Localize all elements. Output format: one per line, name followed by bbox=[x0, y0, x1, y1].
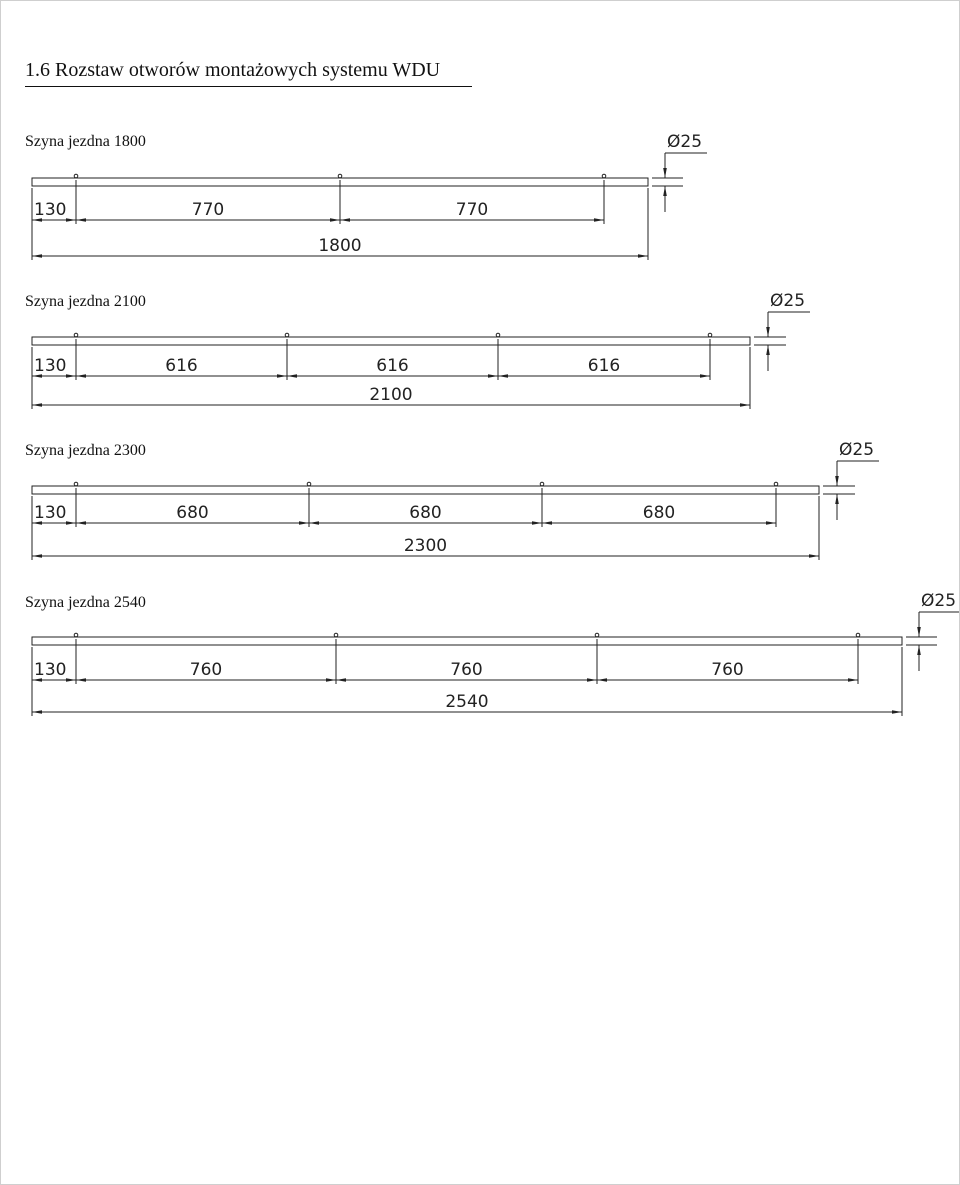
diameter-label: Ø25 bbox=[770, 291, 806, 311]
offset-dimension-label: 130 bbox=[34, 356, 67, 376]
mounting-hole bbox=[74, 633, 78, 637]
rail-drawing-2300 bbox=[32, 440, 879, 560]
spacing-dimension-label: 770 bbox=[191, 200, 225, 220]
rail-title-1800: Szyna jezdna 1800 bbox=[25, 133, 146, 150]
diameter-label: Ø25 bbox=[667, 132, 703, 152]
rail-title-2100: Szyna jezdna 2100 bbox=[25, 293, 146, 310]
mounting-hole bbox=[285, 333, 289, 337]
spacing-dimension-label: 616 bbox=[587, 356, 621, 376]
total-dimension-label: 1800 bbox=[318, 236, 362, 256]
total-dimension-label: 2540 bbox=[445, 692, 489, 712]
rail-drawing-2540 bbox=[32, 591, 959, 716]
rail-drawings bbox=[1, 1, 959, 1184]
spacing-dimension-label: 770 bbox=[455, 200, 489, 220]
spacing-dimension-label: 760 bbox=[450, 660, 483, 680]
mounting-hole bbox=[334, 633, 338, 637]
mounting-hole bbox=[602, 174, 606, 178]
spacing-dimension-label: 760 bbox=[189, 660, 223, 680]
rail-drawing-1800 bbox=[32, 132, 707, 260]
mounting-hole bbox=[74, 333, 78, 337]
rail-drawing-2100 bbox=[32, 291, 810, 409]
mounting-hole bbox=[338, 174, 342, 178]
spacing-dimension-label: 680 bbox=[409, 503, 442, 523]
rail-title-2540: Szyna jezdna 2540 bbox=[25, 594, 146, 611]
spacing-dimension-label: 760 bbox=[711, 660, 744, 680]
mounting-hole bbox=[708, 333, 712, 337]
spacing-dimension-label: 616 bbox=[165, 356, 198, 376]
section-heading: 1.6 Rozstaw otworów montażowych systemu WDU bbox=[25, 59, 441, 81]
offset-dimension-label: 130 bbox=[34, 200, 67, 220]
rail-profile bbox=[32, 637, 902, 645]
mounting-hole bbox=[856, 633, 860, 637]
rail-profile bbox=[32, 337, 750, 345]
mounting-hole bbox=[595, 633, 599, 637]
rail-title-2300: Szyna jezdna 2300 bbox=[25, 442, 146, 459]
mounting-hole bbox=[496, 333, 500, 337]
spacing-dimension-label: 680 bbox=[176, 503, 209, 523]
offset-dimension-label: 130 bbox=[34, 660, 67, 680]
total-dimension-label: 2300 bbox=[403, 536, 448, 556]
spacing-dimension-label: 616 bbox=[376, 356, 409, 376]
offset-dimension-label: 130 bbox=[34, 503, 67, 523]
diameter-label: Ø25 bbox=[921, 591, 957, 611]
mounting-hole bbox=[307, 482, 311, 486]
diameter-label: Ø25 bbox=[839, 440, 875, 460]
spacing-dimension-label: 680 bbox=[642, 503, 676, 523]
mounting-hole bbox=[74, 482, 78, 486]
total-dimension-label: 2100 bbox=[369, 385, 413, 405]
mounting-hole bbox=[540, 482, 544, 486]
mounting-hole bbox=[774, 482, 778, 486]
mounting-hole bbox=[74, 174, 78, 178]
rail-profile bbox=[32, 486, 819, 494]
